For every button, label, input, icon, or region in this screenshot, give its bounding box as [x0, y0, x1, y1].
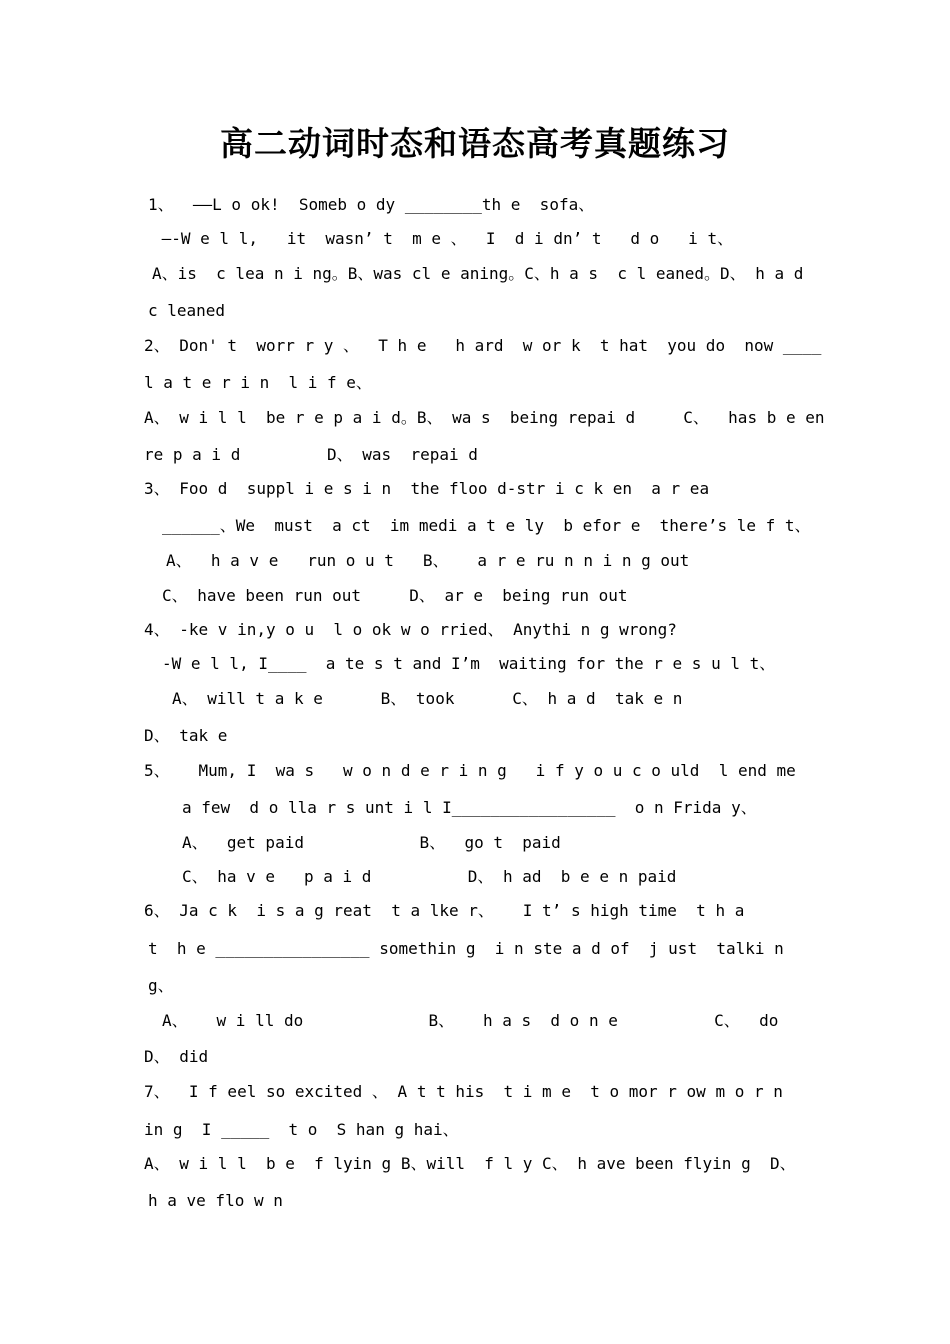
q3-options-cont: C、 have been run out D、 ar e being run out [162, 586, 628, 605]
q7-stem: 7、 I f eel so excited 、 A t t his t i m e t o mor r ow m o r n [144, 1082, 783, 1101]
q6-options: A、 w i ll do B、 h a s d o n e C、 do [162, 1011, 779, 1030]
q7-stem-cont: in g I _____ t o S han g hai、 [144, 1120, 459, 1139]
q4-stem: 4、 -ke v in,y o u l o ok w o rried、 Anythi n g wrong? [144, 620, 677, 639]
q5-stem: 5、 Mum, I wa s w o n d e r i n g i f y o u c o uld l end me [144, 761, 796, 780]
q6-stem-end: g、 [148, 976, 174, 995]
q1-options-cont: c leaned [148, 301, 226, 320]
q2-options-cont: re p a i d D、 was repai d [144, 445, 478, 464]
q1-reply: —-W e l l, it wasn’ t m e 、 I d i dn’ t d o i t、 [152, 229, 734, 248]
q5-stem-cont: a few d o lla r s unt i l I_________________ o n Frida y、 [182, 798, 757, 817]
q5-options: A、 get paid B、 go t paid [182, 833, 561, 852]
q7-options-cont: h a ve flo w n [148, 1191, 283, 1210]
q4-options: A、 will t a k e B、 took C、 h a d tak e n [172, 689, 683, 708]
q6-stem-cont: t h e ________________ somethin g i n ste a d of j ust talki n [148, 939, 784, 958]
q7-options: A、 w i l l b e f lyin g B、will f l y C、 h ave been flyin g D、 [144, 1154, 796, 1173]
q2-stem-cont: l a t e r i n l i f e、 [144, 373, 372, 392]
page-title: 高二动词时态和语态高考真题练习 [220, 124, 730, 163]
q1-stem: 1、 ——L o ok! Someb o dy ________th e sofa、 [148, 195, 595, 214]
q3-options: A、 h a v e run o u t B、 a r e ru n n i n g out [166, 551, 690, 570]
q5-options-cont: C、 ha v e p a i d D、 h ad b e e n paid [182, 867, 677, 886]
q4-reply: -W e l l, I____ a te s t and I’m waiting for the r e s u l t、 [162, 654, 776, 673]
q3-stem: 3、 Foo d suppl i e s i n the floo d-str i c k en a r ea [144, 479, 710, 498]
q2-options: A、 w i l l be r e p a i d。B、 wa s being repai d C、 has b e en [144, 408, 825, 427]
q6-options-cont: D、 did [144, 1047, 209, 1066]
q6-stem: 6、 Ja c k i s a g reat t a lke r、 I t’ s high time t h a [144, 901, 745, 920]
q2-stem: 2、 Don' t worr r y 、 T h e h ard w or k t hat you do now ____ [144, 336, 822, 355]
q1-options: A、is c lea n i ng。B、was cl e aning。C、h a s c l eaned。D、 h a d [152, 264, 804, 283]
q4-options-cont: D、 tak e [144, 726, 228, 745]
q3-stem-cont: ______、We must a ct im medi a t e ly b efor e there’s le f t、 [162, 516, 811, 535]
